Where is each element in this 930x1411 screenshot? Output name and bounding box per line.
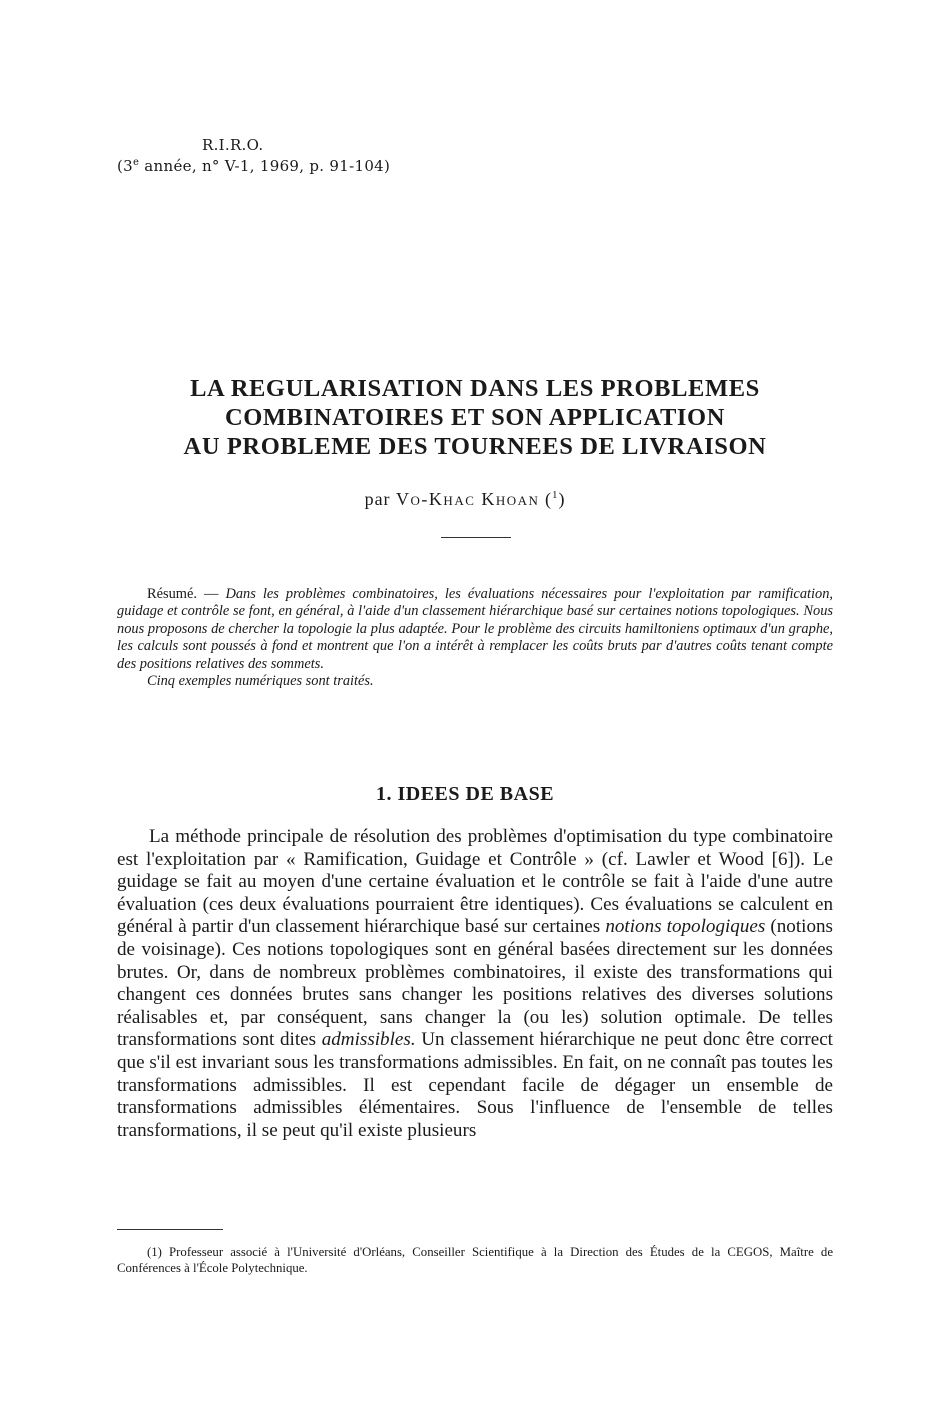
journal-edition: (3e année, n° V-1, 1969, p. 91-104)	[117, 157, 391, 175]
title-line-1: LA REGULARISATION DANS LES PROBLEMES	[190, 375, 760, 402]
abstract-paragraph	[117, 586, 833, 673]
title-line-3: AU PROBLEME DES TOURNEES DE LIVRAISON	[183, 433, 767, 460]
abstract-text: Dans les problèmes combinatoires, les évaluations nécessaires pour l'exploitation par ramification, guidage et contrôle se font, en général, à l'aide d'un classement hiérarchique basé sur certaines notions topologiques. Nous nous proposons de chercher la topologie la plus adaptée. Pour le problème des circuits hamiltoniens optimaux d'un graphe, les calculs sont poussés à fond et montrent que l'on a intérêt à remplacer les coûts bruts par d'autres coûts tenant compte des positions relatives des sommets.	[117, 586, 834, 672]
byline	[0, 489, 930, 510]
emphasis-notions: notions topologiques	[605, 916, 766, 938]
author-name: Vo-Khac Khoan	[396, 489, 540, 509]
emphasis-admissibles: admissibles.	[321, 1029, 416, 1051]
abstract-note: Cinq exemples numériques sont traités.	[147, 673, 374, 690]
abstract-lead: Résumé. —	[147, 586, 226, 602]
journal-reference	[117, 136, 390, 175]
body-paragraph: La méthode principale de résolution des problèmes d'optimisation du type combinatoire est l'exploitation par « Ramification, Guidage et Contrôle » (cf. Lawler et Wood [6]). Le guidage se fait au moyen d'une certaine évaluation et le contrôle se fait à l'aide d'une autre évaluation (ces deux évaluations pourraient être identiques). Ces évaluations se calculent en général à partir d'un classement hiérarchique basé sur certaines notions topologiques (notions de voisinage). Ces notions topologiques sont en général basées directement sur les données brutes. Or, dans de nombreux problèmes combinatoires, il existe des transformations qui changent ces données brutes sans changer les positions relatives des diverses solutions réalisables et, par conséquent, sans changer la (ou les) solution optimale. De telles transformations sont dites admissibles. Un classement hiérarchique ne peut donc être correct que s'il est invariant sous les transformations admissibles. En fait, on ne connaît pas toutes les transformations admissibles. Il est cependant facile de dégager un ensemble de transformations admissibles élémentaires. Sous l'influence de l'ensemble de telles transformations, il se peut qu'il existe plusieurs	[117, 826, 833, 1141]
paper-title	[90, 374, 860, 461]
journal-name: R.I.R.O.	[202, 136, 264, 154]
title-line-2: COMBINATOIRES ET SON APPLICATION	[224, 404, 725, 431]
byline-prefix: par	[364, 489, 391, 509]
footnote-divider	[117, 1229, 223, 1230]
abstract	[117, 586, 833, 690]
title-divider	[441, 537, 511, 538]
author-footnote-mark: ($^1$)	[544, 489, 566, 509]
section-heading: 1. IDEES DE BASE	[375, 783, 555, 805]
footnote: (1) Professeur associé à l'Université d'Orléans, Conseiller Scientifique à la Direction des Études de la CEGOS, Maître de Conférences à l'École Polytechnique.	[117, 1245, 833, 1275]
